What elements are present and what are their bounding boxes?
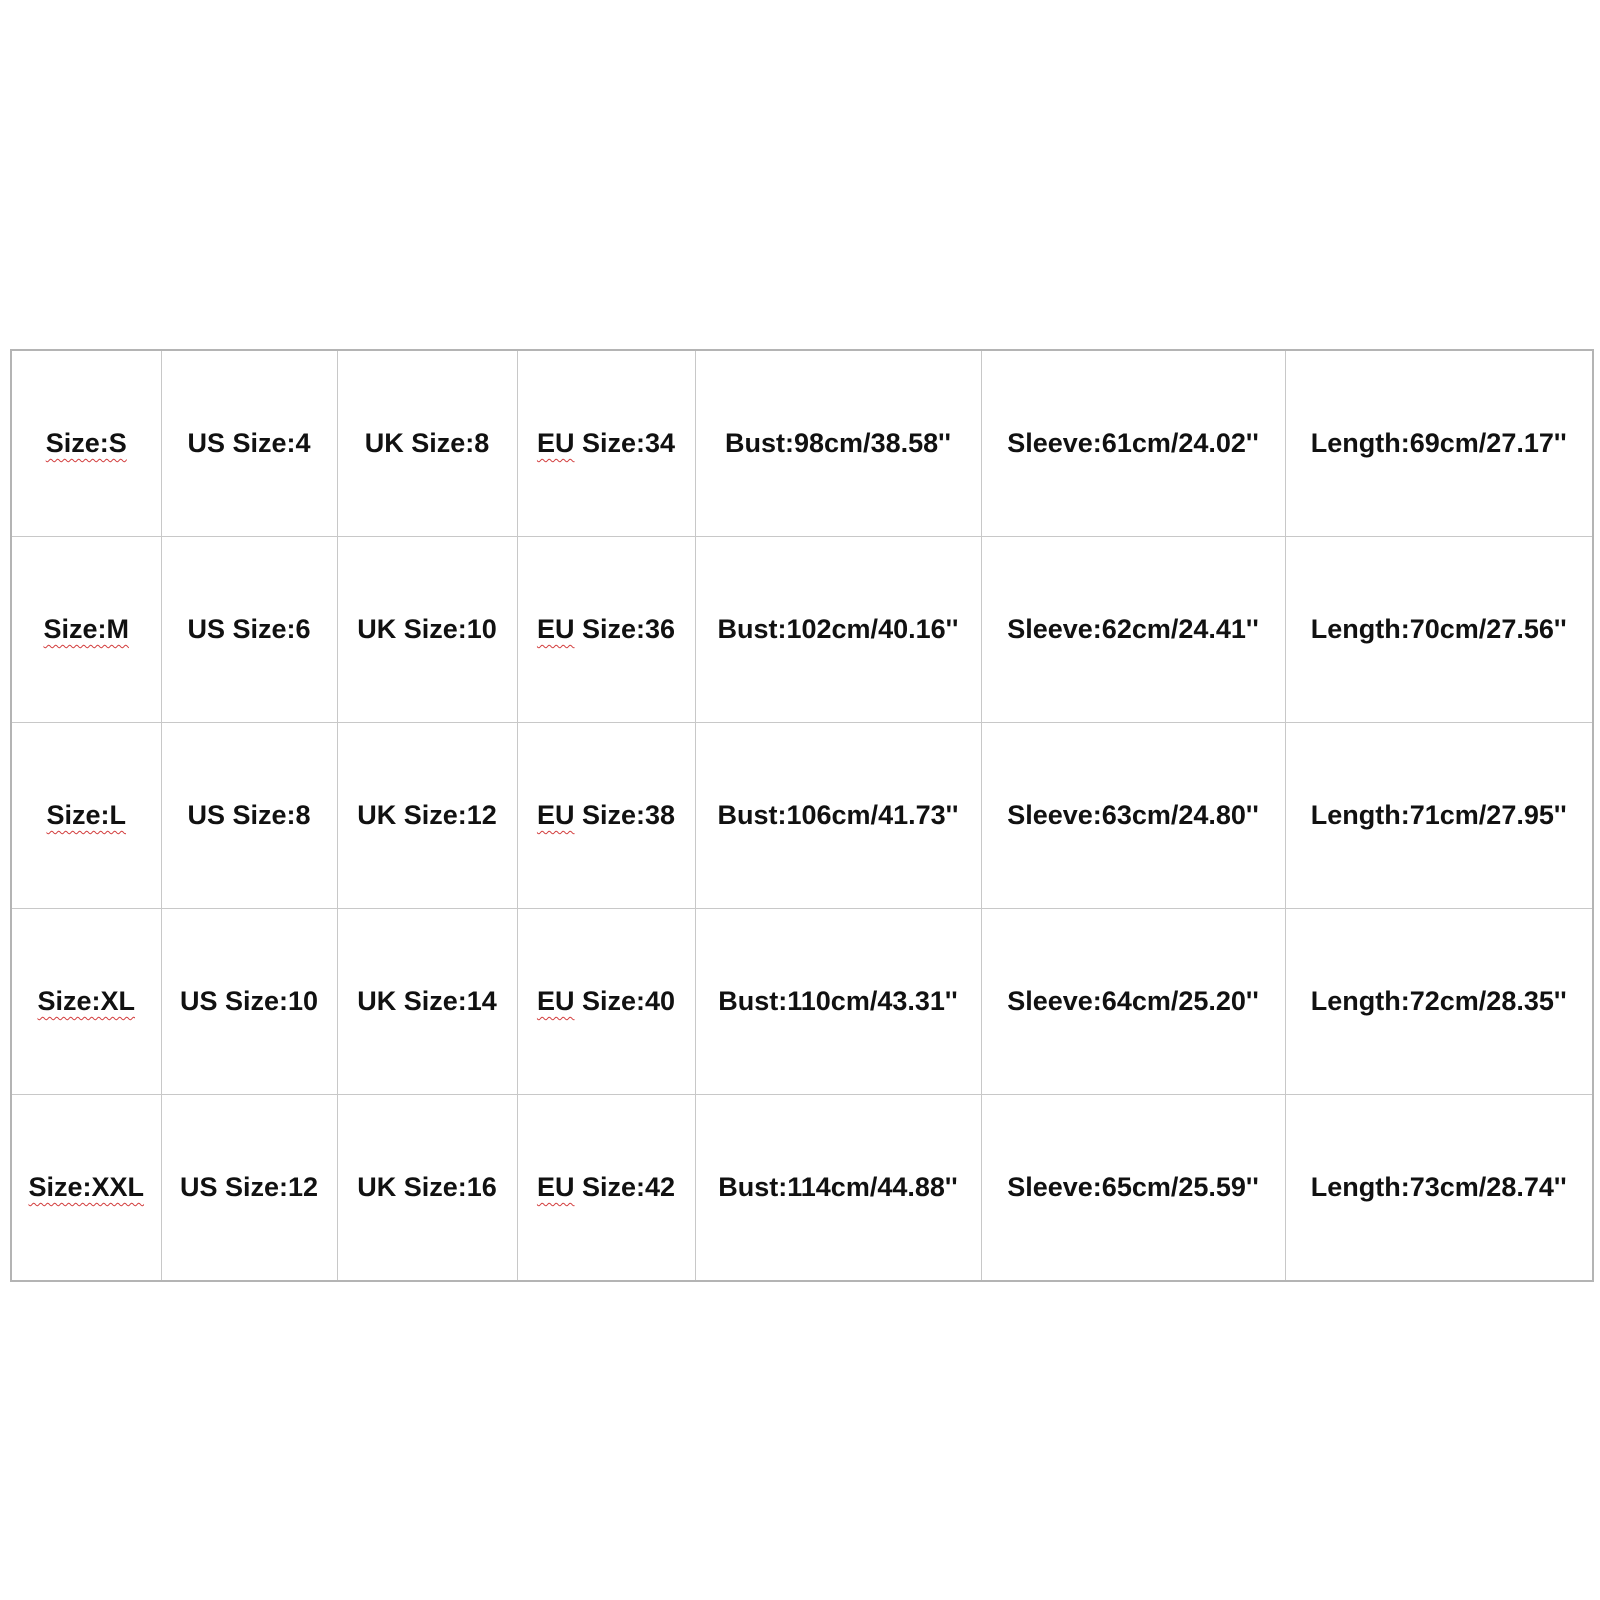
- sleeve-cell: Sleeve:63cm/24.80'': [981, 723, 1285, 909]
- length-cell: Length:73cm/28.74'': [1285, 1095, 1593, 1282]
- bust-cell: Bust:114cm/44.88'': [695, 1095, 981, 1282]
- eu-size-cell: EU Size:42: [517, 1095, 695, 1282]
- eu-size-cell: EU Size:40: [517, 909, 695, 1095]
- length-cell: Length:72cm/28.35'': [1285, 909, 1593, 1095]
- uk-size-cell: UK Size:10: [337, 537, 517, 723]
- sleeve-cell: Sleeve:64cm/25.20'': [981, 909, 1285, 1095]
- uk-size-cell: UK Size:12: [337, 723, 517, 909]
- table-row: [11, 723, 1593, 909]
- bust-cell: Bust:102cm/40.16'': [695, 537, 981, 723]
- table-row: [11, 537, 1593, 723]
- length-cell: Length:69cm/27.17'': [1285, 350, 1593, 537]
- size-cell: Size:M: [11, 537, 161, 723]
- size-cell: Size:XL: [11, 909, 161, 1095]
- size-cell: Size:L: [11, 723, 161, 909]
- length-cell: Length:70cm/27.56'': [1285, 537, 1593, 723]
- eu-size-cell: EU Size:34: [517, 350, 695, 537]
- uk-size-cell: UK Size:8: [337, 350, 517, 537]
- us-size-cell: US Size:6: [161, 537, 337, 723]
- uk-size-cell: UK Size:16: [337, 1095, 517, 1282]
- size-cell: Size:S: [11, 350, 161, 537]
- sleeve-cell: Sleeve:61cm/24.02'': [981, 350, 1285, 537]
- sleeve-cell: Sleeve:65cm/25.59'': [981, 1095, 1285, 1282]
- eu-size-cell: EU Size:36: [517, 537, 695, 723]
- us-size-cell: US Size:12: [161, 1095, 337, 1282]
- sleeve-cell: Sleeve:62cm/24.41'': [981, 537, 1285, 723]
- table-row: [11, 350, 1593, 537]
- size-chart-table: [10, 349, 1594, 1282]
- table-row: [11, 1095, 1593, 1282]
- length-cell: Length:71cm/27.95'': [1285, 723, 1593, 909]
- size-cell: Size:XXL: [11, 1095, 161, 1282]
- uk-size-cell: UK Size:14: [337, 909, 517, 1095]
- us-size-cell: US Size:8: [161, 723, 337, 909]
- us-size-cell: US Size:10: [161, 909, 337, 1095]
- bust-cell: Bust:110cm/43.31'': [695, 909, 981, 1095]
- eu-size-cell: EU Size:38: [517, 723, 695, 909]
- table-row: [11, 909, 1593, 1095]
- bust-cell: Bust:98cm/38.58'': [695, 350, 981, 537]
- us-size-cell: US Size:4: [161, 350, 337, 537]
- bust-cell: Bust:106cm/41.73'': [695, 723, 981, 909]
